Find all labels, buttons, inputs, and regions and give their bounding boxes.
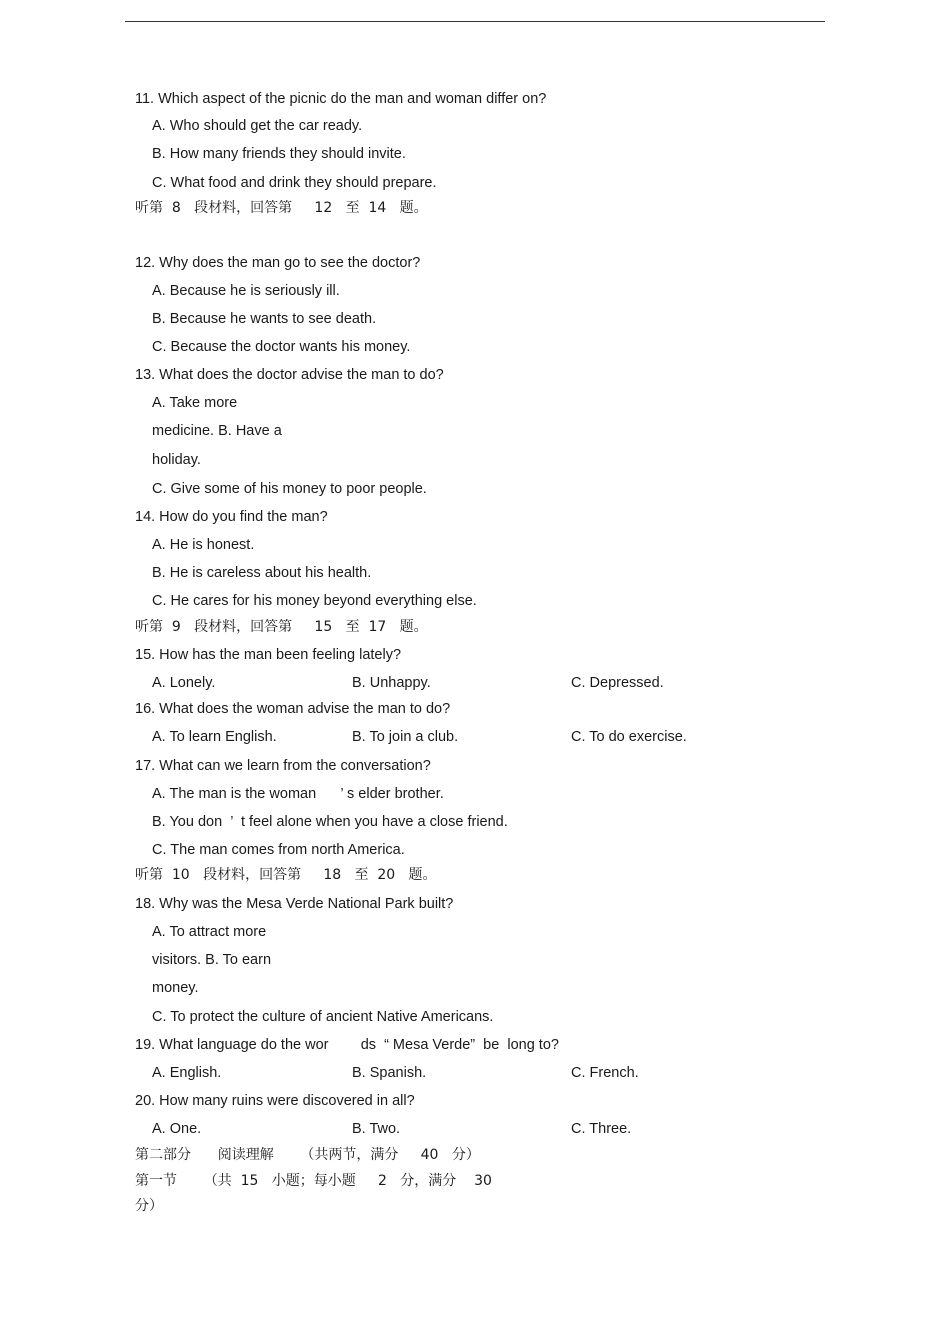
section-10-instruction: 听第 10 段材料，回答第 18 至 20 题。: [135, 867, 437, 883]
question-12: 12. Why does the man go to see the doctor?: [135, 255, 421, 271]
section-8-instruction: 听第 8 段材料，回答第 12 至 14 题。: [135, 200, 428, 216]
option-15a: A. Lonely.: [152, 675, 216, 691]
option-15c: C. Depressed.: [571, 675, 664, 691]
option-17a: A. The man is the woman ’ s elder brother.: [152, 786, 444, 802]
option-15b: B. Unhappy.: [352, 675, 431, 691]
option-16b: B. To join a club.: [352, 729, 459, 745]
question-11: 11. Which aspect of the picnic do the man and woman differ on?: [135, 91, 547, 107]
question-14: 14. How do you find the man?: [135, 509, 328, 525]
option-14a: A. He is honest.: [152, 537, 255, 553]
question-18: 18. Why was the Mesa Verde National Park built?: [135, 896, 454, 912]
option-17c: C. The man comes from north America.: [152, 842, 405, 858]
option-20a: A. One.: [152, 1121, 202, 1137]
option-20c: C. Three.: [571, 1121, 632, 1137]
option-18a: A. To attract more: [152, 924, 267, 940]
option-19a: A. English.: [152, 1065, 222, 1081]
question-17: 17. What can we learn from the conversation?: [135, 758, 431, 774]
question-16: 16. What does the woman advise the man to do?: [135, 701, 451, 717]
option-16a: A. To learn English.: [152, 729, 277, 745]
option-18c: C. To protect the culture of ancient Native Americans.: [152, 1009, 494, 1025]
part-2-heading: 第二部分 阅读理解 （共两节，满分 40 分）: [135, 1147, 480, 1163]
option-12c: C. Because the doctor wants his money.: [152, 339, 411, 355]
section-1-heading: 第一节 （共 15 小题；每小题 2 分，满分 30: [135, 1173, 492, 1189]
option-13a-cont: medicine. B. Have a: [152, 423, 282, 439]
question-20: 20. How many ruins were discovered in all?: [135, 1093, 415, 1109]
option-20b: B. Two.: [352, 1121, 401, 1137]
option-19c: C. French.: [571, 1065, 639, 1081]
option-17b: B. You don ’ t feel alone when you have a close friend.: [152, 814, 508, 830]
option-16c: C. To do exercise.: [571, 729, 687, 745]
section-1-heading-cont: 分）: [135, 1198, 163, 1214]
option-13a: A. Take more: [152, 395, 238, 411]
header-rule: [125, 21, 825, 22]
option-11c: C. What food and drink they should prepare.: [152, 175, 437, 191]
question-15: 15. How has the man been feeling lately?: [135, 647, 402, 663]
section-9-instruction: 听第 9 段材料，回答第 15 至 17 题。: [135, 619, 428, 635]
option-11b: B. How many friends they should invite.: [152, 146, 406, 162]
option-14c: C. He cares for his money beyond everything else.: [152, 593, 477, 609]
question-19: 19. What language do the wor ds “ Mesa Verde” be long to?: [135, 1037, 559, 1053]
option-12a: A. Because he is seriously ill.: [152, 283, 340, 299]
option-13b-cont: holiday.: [152, 452, 201, 468]
option-18a-cont: visitors. B. To earn: [152, 952, 272, 968]
option-14b: B. He is careless about his health.: [152, 565, 372, 581]
option-11a: A. Who should get the car ready.: [152, 118, 363, 134]
option-12b: B. Because he wants to see death.: [152, 311, 377, 327]
option-18b-cont: money.: [152, 980, 199, 996]
option-13c: C. Give some of his money to poor people.: [152, 481, 427, 497]
option-19b: B. Spanish.: [352, 1065, 427, 1081]
question-13: 13. What does the doctor advise the man to do?: [135, 367, 444, 383]
